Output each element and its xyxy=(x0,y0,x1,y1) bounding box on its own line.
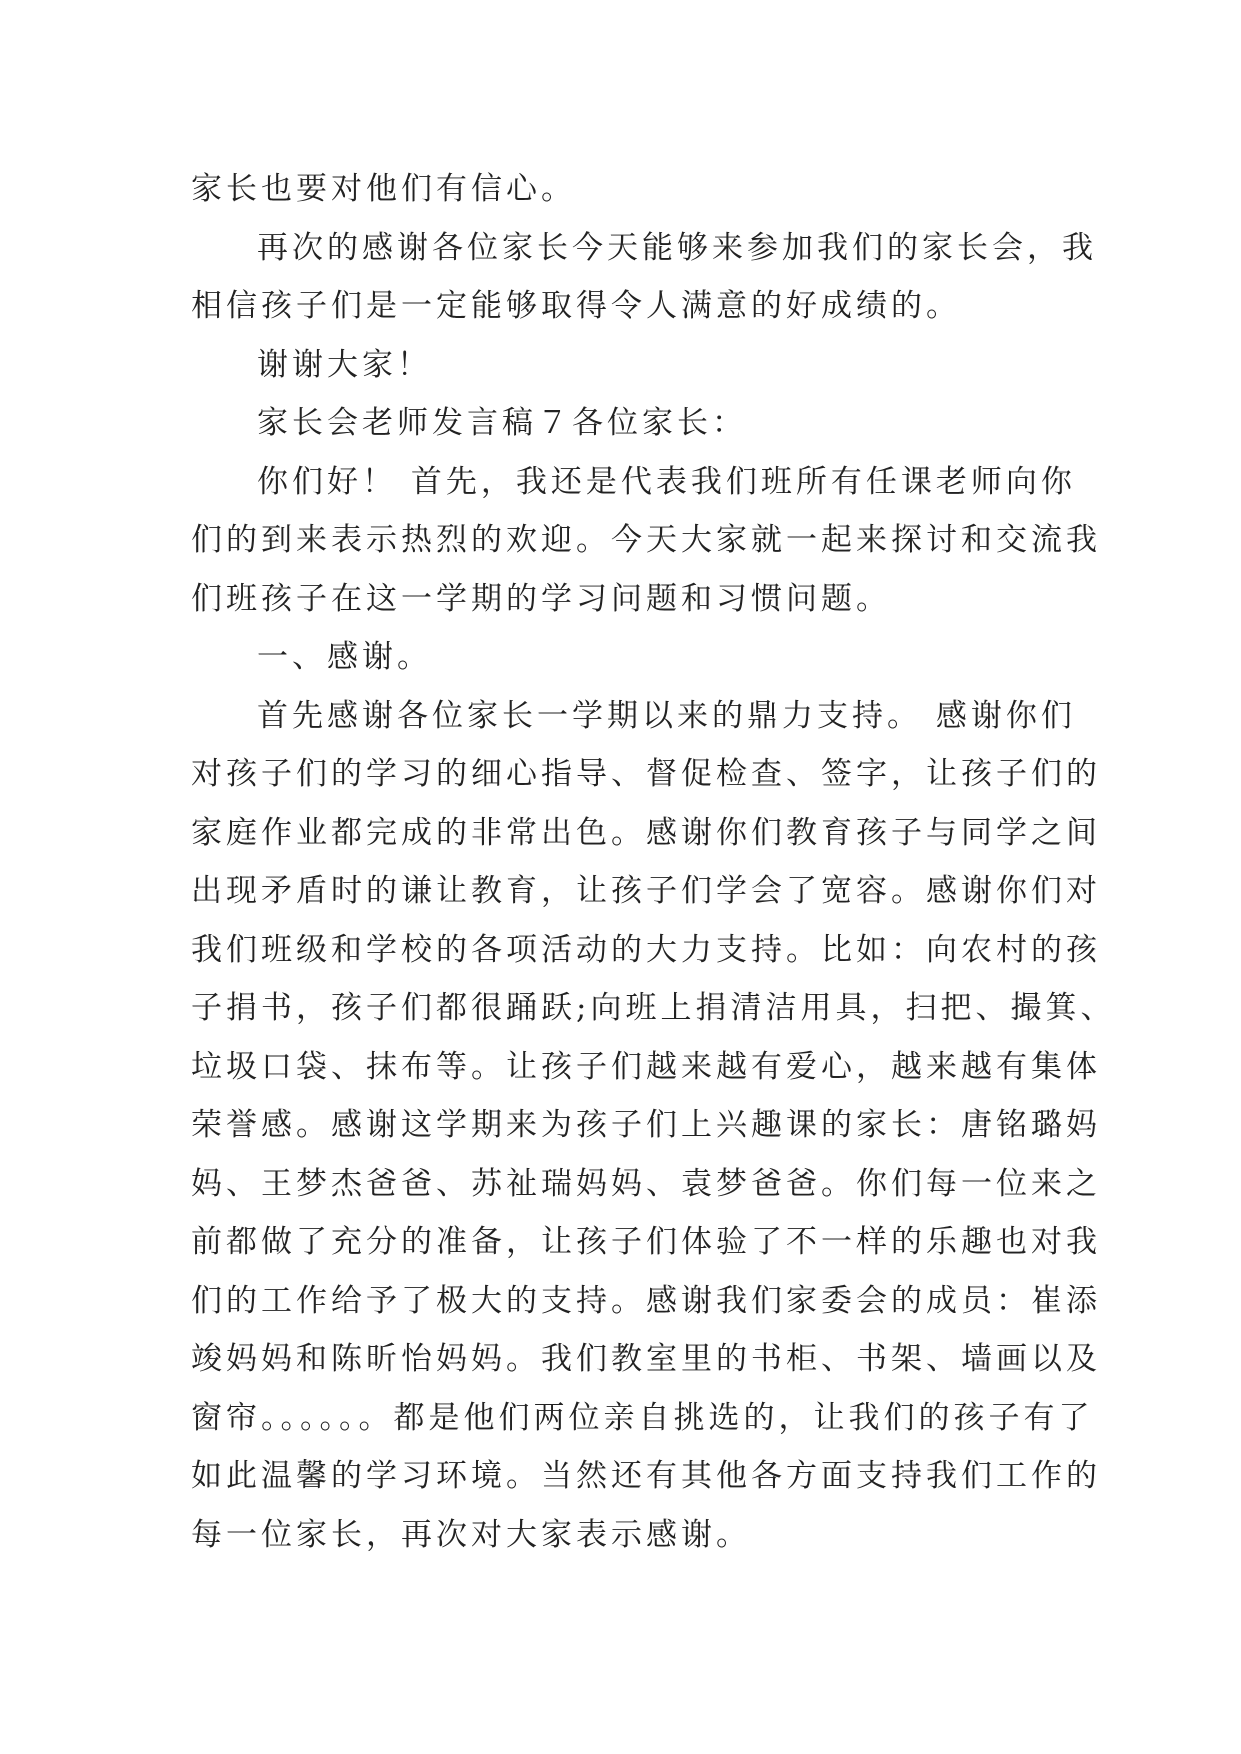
text-line: 荣誉感。感谢这学期来为孩子们上兴趣课的家长：唐铭璐妈 xyxy=(191,1107,1101,1143)
text-line: 竣妈妈和陈昕怡妈妈。我们教室里的书柜、书架、墙画以及 xyxy=(191,1341,1101,1377)
text-line: 前都做了充分的准备，让孩子们体验了不一样的乐趣也对我 xyxy=(191,1224,1101,1260)
text-line: 一、感谢。 xyxy=(257,639,432,675)
text-line: 每一位家长，再次对大家表示感谢。 xyxy=(191,1516,751,1553)
text-line: 家庭作业都完成的非常出色。感谢你们教育孩子与同学之间 xyxy=(191,814,1101,851)
text-line: 子捐书，孩子们都很踊跃;向班上捐清洁用具，扫把、撮箕、 xyxy=(191,990,1116,1026)
text-line: 妈、王梦杰爸爸、苏祉瑞妈妈、袁梦爸爸。你们每一位来之 xyxy=(191,1165,1101,1202)
text-line: 首先感谢各位家长一学期以来的鼎力支持。 感谢你们 xyxy=(257,697,1076,734)
text-line: 再次的感谢各位家长今天能够来参加我们的家长会，我 xyxy=(257,229,1097,266)
text-line: 家长会老师发言稿７各位家长： xyxy=(257,405,747,441)
text-line: 我们班级和学校的各项活动的大力支持。比如：向农村的孩 xyxy=(191,931,1101,968)
text-line: 们班孩子在这一学期的学习问题和习惯问题。 xyxy=(191,580,891,617)
text-line: 垃圾口袋、抹布等。让孩子们越来越有爱心，越来越有集体 xyxy=(191,1048,1101,1085)
text-line: 谢谢大家！ xyxy=(257,346,432,383)
text-line: 对孩子们的学习的细心指导、督促检查、签字，让孩子们的 xyxy=(191,756,1101,792)
text-line: 窗帘。。。。。。都是他们两位亲自挑选的，让我们的孩子有了 xyxy=(191,1399,1094,1436)
text-line: 家长也要对他们有信心。 xyxy=(191,171,576,207)
text-line: 如此温馨的学习环境。当然还有其他各方面支持我们工作的 xyxy=(191,1458,1101,1494)
text-line: 们的工作给予了极大的支持。感谢我们家委会的成员：崔添 xyxy=(191,1282,1101,1319)
body-text xyxy=(191,160,1116,1564)
text-line: 们的到来表示热烈的欢迎。今天大家就一起来探讨和交流我 xyxy=(191,522,1101,558)
text-line: 出现矛盾时的谦让教育，让孩子们学会了宽容。感谢你们对 xyxy=(191,873,1101,909)
text-line: 你们好！ 首先，我还是代表我们班所有任课老师向你 xyxy=(257,463,1076,500)
text-line: 相信孩子们是一定能够取得令人满意的好成绩的。 xyxy=(191,288,961,324)
